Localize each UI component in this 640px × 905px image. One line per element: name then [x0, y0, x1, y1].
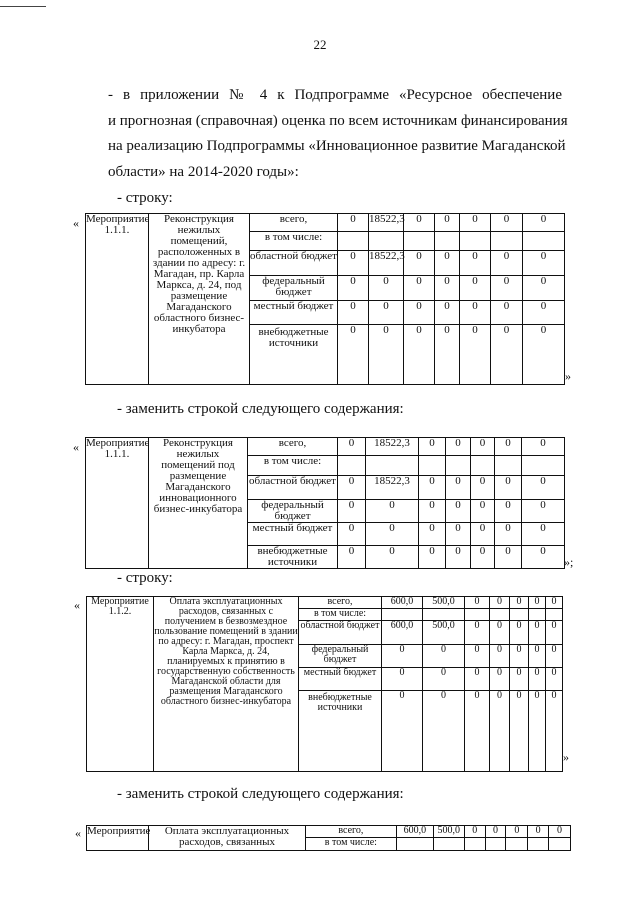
- value-cell: 0: [546, 668, 563, 691]
- value-cell: 0: [510, 597, 529, 609]
- value-cell: 0: [528, 826, 549, 838]
- value-cell: 18522,3: [369, 214, 404, 232]
- value-cell: 0: [495, 476, 522, 500]
- source-cell: местный бюджет: [248, 523, 338, 546]
- value-cell: 500,0: [433, 826, 464, 838]
- value-cell: 0: [523, 214, 565, 232]
- value-cell: 500,0: [423, 621, 465, 645]
- value-cell: 0: [404, 276, 435, 301]
- value-cell: 0: [404, 301, 435, 325]
- row-label: - строку:: [117, 190, 173, 206]
- value-cell: 0: [510, 691, 529, 772]
- value-cell: 0: [491, 251, 523, 276]
- source-cell: в том числе:: [250, 232, 338, 251]
- intro-line: на реализацию Подпрограммы «Инновационное развитие Магаданской: [108, 138, 566, 154]
- value-cell: 0: [522, 476, 565, 500]
- value-cell: 0: [366, 500, 419, 523]
- source-cell: местный бюджет: [250, 301, 338, 325]
- value-cell: 0: [338, 546, 366, 569]
- value-cell: 0: [423, 645, 465, 668]
- value-cell: 0: [522, 500, 565, 523]
- value-cell: 0: [435, 214, 460, 232]
- value-cell: 18522,3: [366, 438, 419, 456]
- value-cell: 18522,3: [366, 476, 419, 500]
- source-cell: местный бюджет: [299, 668, 382, 691]
- source-cell: всего,: [305, 826, 397, 838]
- source-cell: всего,: [299, 597, 382, 609]
- value-cell: 0: [471, 476, 495, 500]
- value-cell: 0: [435, 276, 460, 301]
- value-cell: 0: [465, 668, 490, 691]
- value-cell: 0: [465, 691, 490, 772]
- source-cell: областной бюджет: [250, 251, 338, 276]
- value-cell: 0: [495, 438, 522, 456]
- value-cell: 0: [338, 251, 369, 276]
- value-cell: 0: [464, 826, 485, 838]
- replace-label: - заменить строкой следующего содержания:: [117, 786, 404, 802]
- value-cell: 0: [465, 597, 490, 609]
- value-cell: 0: [435, 325, 460, 385]
- intro-line: - в приложении № 4 к Подпрограмме «Ресурсное обеспечение: [108, 87, 562, 103]
- value-cell: 0: [523, 251, 565, 276]
- page-number: 22: [313, 37, 327, 52]
- value-cell: 0: [549, 826, 571, 838]
- open-quote: «: [73, 216, 79, 230]
- value-cell: 500,0: [423, 597, 465, 609]
- value-cell: 600,0: [382, 597, 423, 609]
- value-cell: 0: [523, 301, 565, 325]
- value-cell: 0: [419, 438, 446, 456]
- value-cell: 0: [495, 500, 522, 523]
- source-cell: в том числе:: [248, 456, 338, 476]
- source-cell: федеральный бюджет: [299, 645, 382, 668]
- value-cell: 0: [338, 325, 369, 385]
- value-cell: 0: [510, 621, 529, 645]
- value-cell: 0: [495, 523, 522, 546]
- value-cell: 0: [506, 826, 528, 838]
- value-cell: 0: [490, 621, 510, 645]
- measure-name-cell: Оплата эксплуатационных расходов, связанных: [149, 826, 305, 851]
- value-cell: 0: [522, 546, 565, 569]
- measure-cell: Мероприятие 1.1.1.: [86, 214, 149, 385]
- measure-cell: Мероприятие: [87, 826, 149, 851]
- value-cell: 0: [546, 621, 563, 645]
- value-cell: 600,0: [397, 826, 433, 838]
- value-cell: 0: [460, 251, 491, 276]
- table-new-1-1-2: [86, 825, 571, 851]
- source-cell: внебюджетные источники: [250, 325, 338, 385]
- value-cell: 0: [446, 523, 471, 546]
- value-cell: 0: [465, 621, 490, 645]
- source-cell: федеральный бюджет: [248, 500, 338, 523]
- value-cell: 0: [471, 438, 495, 456]
- value-cell: 0: [529, 645, 546, 668]
- value-cell: 0: [490, 691, 510, 772]
- value-cell: 0: [529, 691, 546, 772]
- value-cell: 0: [446, 476, 471, 500]
- value-cell: 0: [465, 645, 490, 668]
- value-cell: 0: [460, 325, 491, 385]
- value-cell: 0: [529, 621, 546, 645]
- value-cell: 0: [419, 523, 446, 546]
- value-cell: 18522,3: [369, 251, 404, 276]
- value-cell: 0: [338, 301, 369, 325]
- source-cell: в том числе:: [305, 838, 397, 851]
- source-cell: всего,: [250, 214, 338, 232]
- value-cell: 0: [460, 301, 491, 325]
- value-cell: 0: [423, 668, 465, 691]
- value-cell: 0: [522, 438, 565, 456]
- value-cell: 0: [369, 325, 404, 385]
- value-cell: 0: [369, 301, 404, 325]
- value-cell: 0: [369, 276, 404, 301]
- value-cell: 0: [460, 214, 491, 232]
- value-cell: 0: [382, 668, 423, 691]
- close-quote-semicolon: »;: [564, 555, 574, 569]
- value-cell: 0: [485, 826, 506, 838]
- value-cell: 0: [490, 668, 510, 691]
- value-cell: 0: [471, 523, 495, 546]
- value-cell: 0: [471, 546, 495, 569]
- value-cell: 0: [490, 597, 510, 609]
- close-quote: »: [563, 750, 569, 764]
- value-cell: 0: [419, 500, 446, 523]
- top-corner-line: [0, 6, 46, 7]
- value-cell: 0: [471, 500, 495, 523]
- close-quote: »: [565, 369, 571, 383]
- source-cell: областной бюджет: [248, 476, 338, 500]
- open-quote: «: [74, 598, 80, 612]
- value-cell: 0: [338, 476, 366, 500]
- value-cell: 0: [523, 325, 565, 385]
- value-cell: 0: [338, 438, 366, 456]
- value-cell: 0: [490, 645, 510, 668]
- source-cell: внебюджетные источники: [299, 691, 382, 772]
- intro-paragraph: [108, 83, 568, 185]
- value-cell: 0: [338, 214, 369, 232]
- source-cell: всего,: [248, 438, 338, 456]
- value-cell: 0: [338, 523, 366, 546]
- measure-name-cell: Оплата эксплуатационных расходов, связанных с получением в безвозмездное пользование помещений в здании по адресу: г. Магадан, проспект Карла Маркса, д. 24, планируемых к принятию в государственную собственность Магаданской области для размещения Магаданского областного бизнес-инкубатора: [154, 597, 299, 772]
- value-cell: 600,0: [382, 621, 423, 645]
- value-cell: 0: [404, 325, 435, 385]
- measure-name-cell: Реконструкция нежилых помещений, расположенных в здании по адресу: г. Магадан, пр. Карла Маркса, д. 24, под размещение Магаданского областного бизнес-инкубатора: [149, 214, 250, 385]
- value-cell: 0: [491, 276, 523, 301]
- value-cell: 0: [404, 214, 435, 232]
- value-cell: 0: [382, 645, 423, 668]
- source-cell: внебюджетные источники: [248, 546, 338, 569]
- value-cell: 0: [522, 523, 565, 546]
- value-cell: 0: [446, 500, 471, 523]
- intro-line: и прогнозная (справочная) оценка по всем источникам финансирования: [108, 112, 568, 129]
- value-cell: 0: [510, 645, 529, 668]
- value-cell: 0: [338, 500, 366, 523]
- measure-name-cell: Реконструкция нежилых помещений под размещение Магаданского инновационного бизнес-инкубатора: [149, 438, 248, 569]
- value-cell: 0: [435, 301, 460, 325]
- measure-cell: Мероприятие 1.1.2.: [87, 597, 154, 772]
- source-cell: в том числе:: [299, 609, 382, 621]
- value-cell: 0: [491, 301, 523, 325]
- value-cell: 0: [366, 546, 419, 569]
- value-cell: 0: [510, 668, 529, 691]
- value-cell: 0: [419, 476, 446, 500]
- value-cell: 0: [382, 691, 423, 772]
- value-cell: 0: [491, 325, 523, 385]
- value-cell: 0: [529, 668, 546, 691]
- value-cell: 0: [435, 251, 460, 276]
- replace-label: - заменить строкой следующего содержания:: [117, 401, 404, 417]
- source-cell: федеральный бюджет: [250, 276, 338, 301]
- row-label: - строку:: [117, 570, 173, 586]
- value-cell: 0: [366, 523, 419, 546]
- value-cell: 0: [529, 597, 546, 609]
- value-cell: 0: [446, 438, 471, 456]
- value-cell: 0: [446, 546, 471, 569]
- value-cell: 0: [491, 214, 523, 232]
- table-new-1-1-1: [85, 437, 565, 569]
- value-cell: 0: [423, 691, 465, 772]
- value-cell: 0: [523, 276, 565, 301]
- open-quote: «: [73, 440, 79, 454]
- open-quote: «: [75, 826, 81, 840]
- measure-cell: Мероприятие 1.1.1.: [86, 438, 149, 569]
- table-old-1-1-1: [85, 213, 565, 385]
- intro-line: области» на 2014-2020 годы»:: [108, 163, 299, 180]
- value-cell: 0: [495, 546, 522, 569]
- source-cell: областной бюджет: [299, 621, 382, 645]
- value-cell: 0: [546, 597, 563, 609]
- value-cell: 0: [546, 645, 563, 668]
- value-cell: 0: [419, 546, 446, 569]
- value-cell: 0: [546, 691, 563, 772]
- value-cell: 0: [404, 251, 435, 276]
- value-cell: 0: [338, 276, 369, 301]
- value-cell: 0: [460, 276, 491, 301]
- table-old-1-1-2: [86, 596, 563, 772]
